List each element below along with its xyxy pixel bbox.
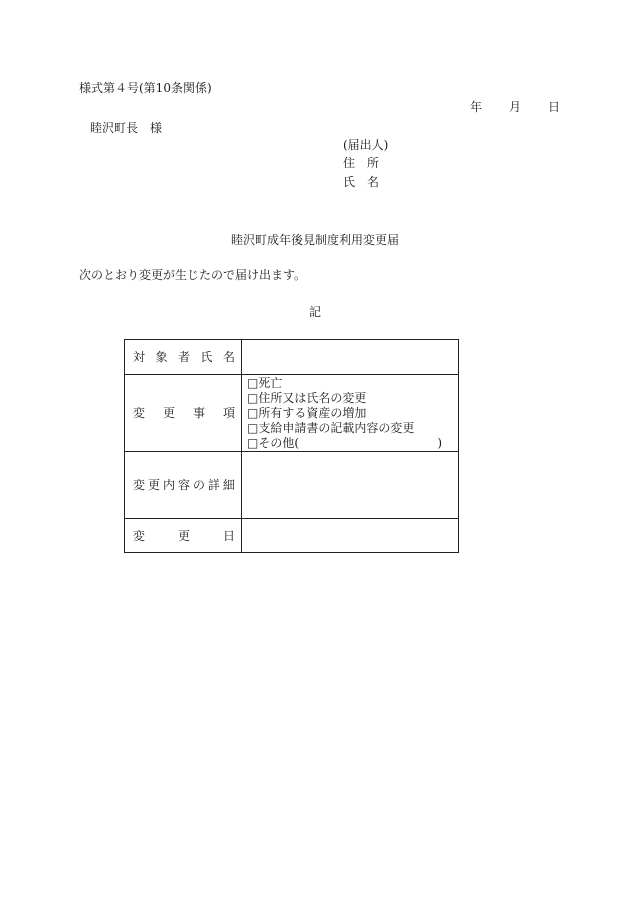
- label-char: 事: [192, 406, 205, 420]
- option-other-prefix: □その他(: [247, 435, 300, 450]
- change-date-label-cell: [125, 519, 242, 553]
- label-char: 更: [177, 528, 190, 543]
- change-item-options-cell: [242, 375, 459, 452]
- label-char: 日: [222, 528, 235, 543]
- label-char: 変: [133, 406, 146, 420]
- detail-label-cell: [125, 452, 242, 519]
- date-day-label: 日: [548, 100, 561, 114]
- form-number: 様式第４号(第10条関係): [79, 81, 212, 95]
- change-form-table: [124, 339, 459, 553]
- applicant-label: (届出人): [343, 138, 389, 152]
- date-month-label: 月: [509, 100, 522, 114]
- label-char: 者: [177, 350, 190, 364]
- option-address-name-change[interactable]: □住所又は氏名の変更: [247, 390, 367, 405]
- label-char: 容: [177, 478, 190, 492]
- change-item-label-cell: [125, 375, 242, 452]
- date-year-label: 年: [470, 100, 483, 114]
- label-char: 細: [222, 478, 235, 492]
- label-char: 名: [222, 350, 235, 364]
- intro-text: 次のとおり変更が生じたので届け出ます。: [79, 268, 307, 282]
- change-item-label: [125, 406, 241, 420]
- applicant-address-label: 住 所: [343, 156, 380, 170]
- subject-name-row: [125, 340, 459, 375]
- subject-name-value-cell[interactable]: [242, 340, 459, 375]
- label-char: 詳: [207, 478, 220, 492]
- label-char: 対: [133, 350, 146, 364]
- date-line: [470, 100, 560, 114]
- change-date-value-cell[interactable]: [242, 519, 459, 553]
- label-char: 内: [162, 478, 175, 492]
- document-title: 睦沢町成年後見制度利用変更届: [230, 233, 399, 247]
- label-char: の: [192, 478, 205, 492]
- option-other[interactable]: [242, 436, 458, 451]
- change-date-row: [125, 519, 459, 553]
- applicant-name-label: 氏 名: [343, 175, 380, 189]
- change-item-row: [125, 375, 459, 452]
- subject-name-label: [125, 350, 241, 364]
- change-date-label: [125, 529, 241, 543]
- ki-label: 記: [308, 305, 321, 319]
- subject-name-label-cell: [125, 340, 242, 375]
- option-death[interactable]: □死亡: [247, 375, 283, 390]
- label-char: 項: [222, 406, 235, 420]
- detail-value-cell[interactable]: [242, 452, 459, 519]
- label-char: 氏: [200, 350, 213, 364]
- label-char: 更: [147, 478, 160, 492]
- label-char: 変: [133, 528, 146, 543]
- label-char: 象: [155, 350, 168, 364]
- option-application-change[interactable]: □支給申請書の記載内容の変更: [247, 420, 415, 435]
- addressee: 睦沢町長 様: [90, 121, 163, 135]
- detail-row: [125, 452, 459, 519]
- label-char: 更: [162, 406, 175, 420]
- detail-label: [125, 478, 241, 492]
- option-other-suffix: ): [437, 435, 442, 450]
- option-asset-increase[interactable]: □所有する資産の増加: [247, 405, 367, 420]
- label-char: 変: [133, 478, 146, 492]
